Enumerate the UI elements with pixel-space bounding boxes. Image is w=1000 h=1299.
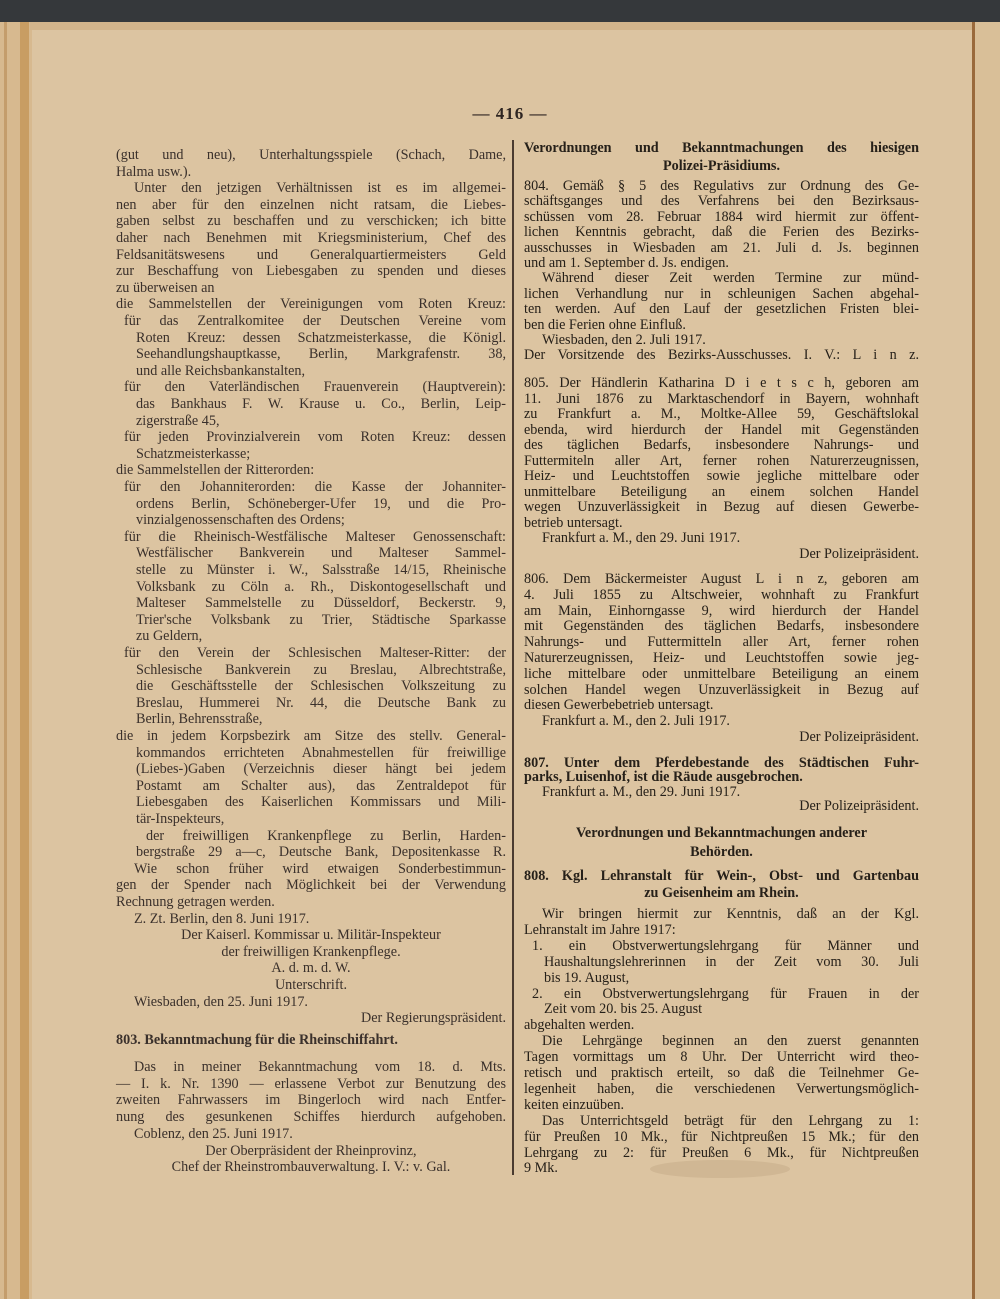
text-line: kommandos errichteten Abnahmestellen für freiwillige — [136, 744, 506, 761]
book-binding — [0, 22, 32, 1299]
text-line: für Preußen 10 Mk., für Nichtpreußen 15 Mk.; für den — [524, 1128, 919, 1145]
text-line: die in jedem Korpsbezirk am Sitze des stellv. General- — [116, 728, 506, 744]
text-line: lichen Verhandlung nur in schleunigen Sachen abgehal- — [524, 285, 919, 302]
text-line: Während dieser Zeit werden Termine zur münd- — [542, 270, 919, 287]
text-line: Malteser Sammelstelle zu Düsseldorf, Beckerstr. 9, — [136, 595, 506, 612]
text-line: Die Lehrgänge beginnen an den zuerst genannten — [542, 1033, 919, 1050]
text-line: zu überweisen an — [116, 279, 215, 296]
text-line: Postamt am Schalter aus), das Zentraldepot für — [136, 777, 506, 794]
text-line: Wiesbaden, den 2. Juli 1917. — [542, 332, 706, 348]
text-line: Volksbank zu Cöln a. Rh., Diskontogesellschaft und — [136, 578, 506, 595]
text-line: Heiz- und Leuchtstoffen sowie jegliche mittelbare oder — [524, 468, 919, 484]
text-line: solchen Handel wegen Unzuverlässigkeit in Bezug auf — [524, 681, 919, 698]
text-line: Feldsanitätswesens und Generalquartiermeisters Geld — [116, 246, 506, 263]
text-line: 803. Bekanntmachung für die Rheinschiffahrt. — [116, 1032, 398, 1048]
text-line: Der Polizeipräsident. — [799, 545, 919, 562]
text-line: 11. Juni 1876 zu Marktaschendorf in Bayern, wohnhaft — [524, 390, 919, 407]
text-line: Wir bringen hiermit zur Kenntnis, daß an der Kgl. — [542, 906, 919, 922]
text-line: Der Kaiserl. Kommissar u. Militär-Inspekteur — [181, 927, 441, 944]
text-line: ordens Berlin, Schöneberger-Ufer 19, und die Pro- — [136, 495, 506, 512]
text-line: und alle Reichsbankanstalten, — [136, 362, 306, 379]
text-line: zweiten Fahrwassers im Bingerloch wird nach Entfer- — [116, 1092, 506, 1109]
text-line: schäftsganges und des Verfahrens bei den Bezirksaus- — [524, 193, 919, 210]
text-line: Das in meiner Bekanntmachung vom 18. d. Mts. — [134, 1059, 506, 1075]
text-line: betrieb untersagt. — [524, 514, 623, 531]
text-line: Verordnungen und Bekanntmachungen anderer — [575, 825, 868, 841]
text-line: Rechnung getragen werden. — [116, 894, 275, 910]
text-line: stelle zu Münster i. W., Salsstraße 14/15, Rheinische — [136, 562, 506, 578]
text-line: für den Johanniterorden: die Kasse der Johanniter- — [124, 479, 506, 495]
text-line: Coblenz, den 25. Juni 1917. — [134, 1125, 293, 1142]
text-line: die Geschäftsstelle der Schlesischen Volkszeitung zu — [136, 678, 506, 695]
text-line: legenheit haben, die verschiedenen Verwertungsmöglich- — [524, 1080, 919, 1097]
text-line: Behörden. — [690, 844, 753, 860]
text-line: 804. Gemäß § 5 des Regulativs zur Ordnung des Ge- — [524, 178, 919, 194]
text-line: Haushaltungslehrerinnen in der Zeit vom 30. Juli — [544, 953, 919, 970]
text-line: für den Verein der Schlesischen Malteser-Ritter: der — [124, 645, 506, 661]
text-line: Frankfurt a. M., den 2. Juli 1917. — [542, 713, 730, 730]
text-line: Schlesische Bankverein zu Breslau, Albrechtstraße, — [136, 661, 506, 678]
text-line: A. d. m. d. W. — [271, 960, 351, 977]
text-line: für die Rheinisch-Westfälische Malteser Genossenschaft: — [124, 528, 506, 545]
text-line: Nahrungs- und Futtermitteln aller Art, ferner rohen — [524, 634, 919, 651]
text-line: zur Beschaffung von Liebesgaben zu spenden und dieses — [116, 263, 506, 280]
text-line: Chef der Rheinstrombauverwaltung. I. V.: v. Gal. — [171, 1159, 451, 1176]
text-line: das Bankhaus F. W. Krause u. Co., Berlin, Leip- — [136, 396, 506, 412]
text-line: Unter den jetzigen Verhältnissen ist es im allgemei- — [134, 180, 506, 197]
text-line: Roten Kreuz: dessen Schatzmeisterkasse, die Königl. — [136, 329, 506, 346]
text-line: Der Polizeipräsident. — [799, 797, 919, 814]
text-line: 805. Der Händlerin Katharina D i e t s c h, geboren am — [524, 375, 919, 391]
text-line: Tagen vormittags um 8 Uhr. Der Unterricht wird theo- — [524, 1049, 919, 1066]
text-line: ben die Ferien ohne Einfluß. — [524, 316, 686, 333]
text-line: Der Vorsitzende des Bezirks-Ausschusses. I. V.: L i n z. — [524, 347, 919, 364]
text-line: 1. ein Obstverwertungslehrgang für Männer und — [532, 937, 919, 954]
text-line: zu Geisenheim am Rhein. — [644, 885, 799, 901]
text-line: Frankfurt a. M., den 29. Juni 1917. — [542, 783, 741, 800]
text-line: Z. Zt. Berlin, den 8. Juni 1917. — [134, 910, 310, 927]
text-line: unmittelbare Beteiligung an einem solchen Handel — [524, 483, 919, 500]
text-line: nung des gesunkenen Schiffes hierdurch aufgehoben. — [116, 1109, 506, 1126]
text-line: zu Geldern, — [136, 628, 203, 645]
text-line: Trier'sche Volksbank zu Trier, Städtische Sparkasse — [136, 611, 506, 628]
right-column — [524, 0, 919, 1299]
text-line: abgehalten werden. — [524, 1017, 635, 1034]
text-line: gaben selbst zu beschaffen und zu verschicken; ich bitte — [116, 213, 506, 230]
text-line: 9 Mk. — [524, 1160, 558, 1177]
text-line: die Sammelstellen der Vereinigungen vom Roten Kreuz: — [116, 296, 506, 313]
text-line: vinzialgenossenschaften des Ordens; — [136, 512, 345, 529]
text-line: schüssen vom 28. Februar 1884 wird hiermit zur öffent- — [524, 208, 919, 225]
text-line: Halma usw.). — [116, 163, 192, 180]
text-line: ausschusses in Wiesbaden am 21. Juli d. Js. beginnen — [524, 239, 919, 256]
text-line: und am 1. September d. Js. endigen. — [524, 255, 729, 271]
text-line: Breslau, Hummerei Nr. 44, die Deutsche Bank zu — [136, 694, 506, 711]
text-line: daher nach Benehmen mit Kriegsministerium, Chef des — [116, 230, 506, 246]
text-line: lichen Kenntnis gebracht, daß die Ferien des Bezirks- — [524, 224, 919, 241]
text-line: Verordnungen und Bekanntmachungen des hiesigen — [524, 140, 919, 156]
text-line: 808. Kgl. Lehranstalt für Wein-, Obst- und Gartenbau — [524, 868, 919, 884]
text-line: parks, Luisenhof, ist die Räude ausgebrochen. — [524, 769, 803, 786]
text-line: Der Polizeipräsident. — [799, 729, 919, 745]
text-line: Lehranstalt im Jahre 1917: — [524, 921, 676, 938]
text-line: zu Frankfurt a. M., Moltke-Allee 59, Geschäftslokal — [524, 406, 919, 422]
text-line: Polizei-Präsidiums. — [662, 158, 781, 174]
text-line: 807. Unter dem Pferdebestande des Städtischen Fuhr- — [524, 755, 919, 771]
text-line: Das Unterrichtsgeld beträgt für den Lehrgang zu 1: — [542, 1112, 919, 1129]
text-line: gen der Spender nach Möglichkeit bei der Verwendung — [116, 877, 506, 894]
text-line: nen aber für den einzelnen nicht ratsam, die Liebes- — [116, 196, 506, 213]
text-line: wegen Unzuverlässigkeit in Bezug auf diesen Gewerbe- — [524, 499, 919, 515]
text-line: tär-Inspekteurs, — [136, 811, 225, 827]
text-line: Westfälischer Bankverein und Malteser Sammel- — [136, 545, 506, 562]
text-line: (Liebes-)Gaben (Verzeichnis dieser hängt bei jedem — [136, 761, 506, 778]
text-line: Futtermiteln aller Art, ferner rohen Naturerzeugnissen, — [524, 452, 919, 469]
text-line: Der Oberpräsident der Rheinprovinz, — [205, 1142, 417, 1159]
text-line: Naturerzeugnissen, Heiz- und Leuchtstoffen sowie jeg- — [524, 650, 919, 666]
text-line: des täglichen Bedarfs, insbesondere Nahrungs- und — [524, 437, 919, 453]
text-line: bis 19. August, — [544, 969, 630, 986]
text-line: für das Zentralkomitee der Deutschen Vereine vom — [124, 313, 506, 329]
text-line: Wiesbaden, den 25. Juni 1917. — [134, 993, 308, 1010]
text-line: für den Vaterländischen Frauenverein (Hauptverein): — [124, 379, 506, 396]
page-number: — 416 — — [472, 104, 548, 123]
text-line: Der Regierungspräsident. — [361, 1010, 506, 1027]
text-line: ten werden. Auf den Lauf der gesetzlichen Fristen blei- — [524, 301, 919, 318]
ink-smudge — [650, 1160, 790, 1178]
text-line: ebenda, wird hierdurch der Handel mit Gegenständen — [524, 421, 919, 438]
text-line: Seehandlungshauptkasse, Berlin, Markgrafenstr. 38, — [136, 346, 506, 363]
text-line: 4. Juli 1855 zu Altschweier, wohnhaft zu Frankfurt — [524, 586, 919, 603]
text-line: Wie schon früher wird etwaigen Sonderbestimmun- — [134, 860, 506, 877]
column-divider — [512, 140, 514, 1175]
text-line: Berlin, Behrensstraße, — [136, 711, 263, 728]
text-line: Liebesgaben des Kaiserlichen Kommissars und Mili- — [136, 794, 506, 811]
text-line: diesen Gewerbebetrieb untersagt. — [524, 697, 714, 714]
text-line: mit Gegenständen des täglichen Bedarfs, insbesondere — [524, 618, 919, 635]
text-line: 2. ein Obstverwertungslehrgang für Frauen in der — [532, 985, 919, 1002]
text-line: Zeit vom 20. bis 25. August — [544, 1001, 703, 1018]
text-line: der freiwilligen Krankenpflege zu Berlin, Harden- — [146, 827, 506, 844]
text-line: die Sammelstellen der Ritterorden: — [116, 462, 315, 479]
text-line: (gut und neu), Unterhaltungsspiele (Schach, Dame, — [116, 147, 506, 163]
text-line: liche mittelbare oder unmittelbare Beteiligung an einem — [524, 665, 919, 682]
text-line: für jeden Provinzialverein vom Roten Kreuz: dessen — [124, 429, 506, 446]
left-column — [116, 0, 506, 1299]
text-line: zigerstraße 45, — [136, 412, 220, 429]
text-line: Lehrgang zu 2: für Preußen 6 Mk., für Nichtpreußen — [524, 1144, 919, 1161]
next-page-edge — [975, 22, 1000, 1299]
text-line: bergstraße 29 a—c, Deutsche Bank, Depositenkasse R. — [136, 844, 506, 861]
text-line: 806. Dem Bäckermeister August L i n z, geboren am — [524, 571, 919, 587]
text-line: Unterschrift. — [274, 977, 348, 993]
text-line: der freiwilligen Krankenpflege. — [221, 943, 401, 960]
text-line: retisch und praktisch erteilt, so daß die Teilnehmer Ge- — [524, 1065, 919, 1081]
text-line: — I. k. Nr. 1390 — erlassene Verbot zur Benutzung des — [116, 1075, 506, 1092]
text-line: am Main, Einhorngasse 9, wird hierdurch der Handel — [524, 602, 919, 619]
text-line: keiten einzuüben. — [524, 1096, 625, 1113]
text-line: Schatzmeisterkasse; — [136, 445, 251, 462]
text-line: Frankfurt a. M., den 29. Juni 1917. — [542, 530, 741, 546]
